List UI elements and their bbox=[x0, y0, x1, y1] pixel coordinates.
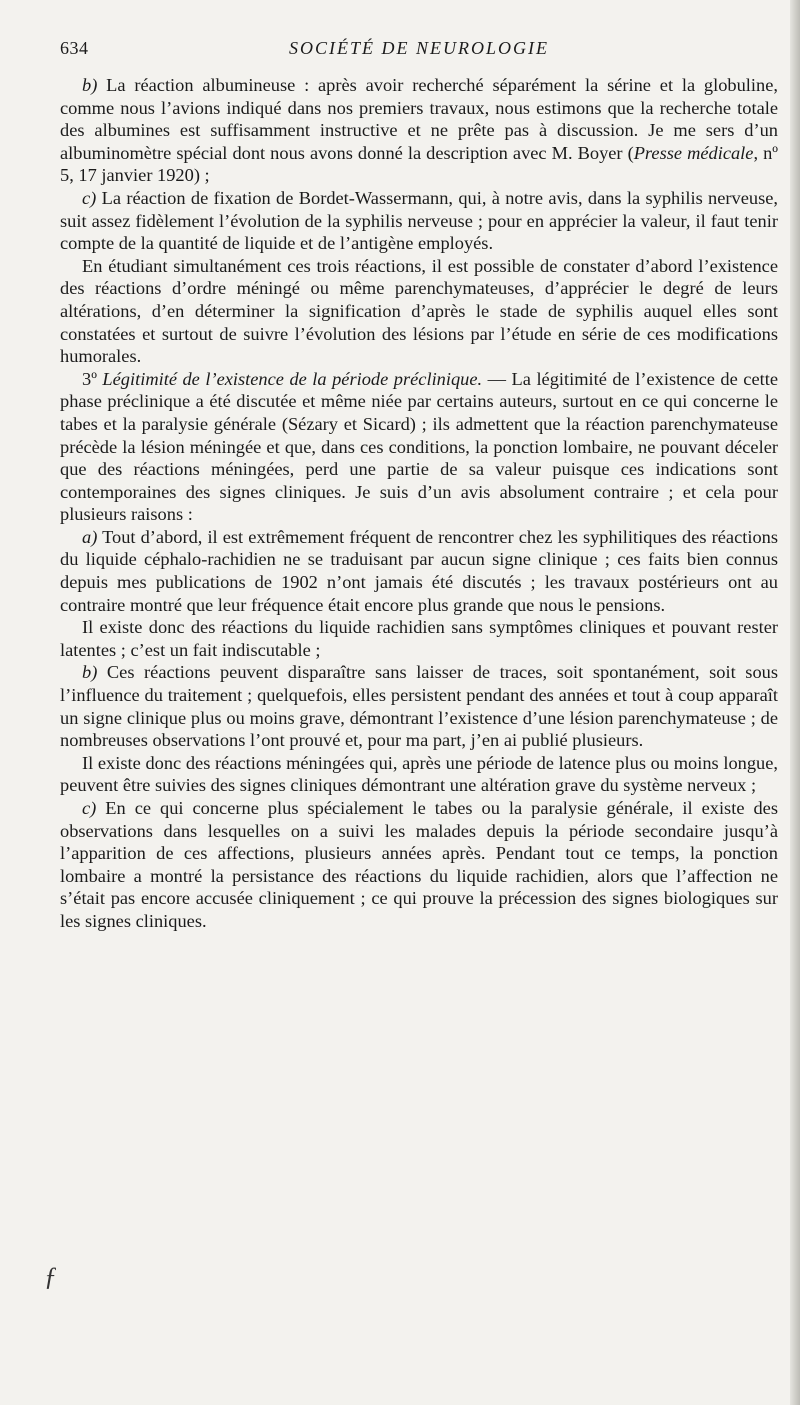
paragraph-c-tabes bbox=[60, 797, 778, 933]
item-letter: b) bbox=[82, 75, 98, 95]
paragraph-text: — La légitimité de l’existence de cette phase préclinique a été discutée et même niée par certains auteurs, surtout en ce qui concerne le tabes et la paralysie générale (Sézary et Sicard) ; ils admettent que la réaction parenchymateuse précède la lésion méningée et que, dans ces conditions, la ponction lombaire, ne pouvant déceler que des réactions méningées, perd une partie de sa valeur puisque ces indications sont contemporaines des signes cliniques. Je suis d’un avis absolument contraire ; et cela pour plusieurs raisons : bbox=[60, 368, 778, 525]
item-letter: c) bbox=[82, 187, 97, 208]
paragraph-conclusion-latent bbox=[60, 616, 778, 661]
item-letter: c) bbox=[82, 798, 97, 818]
paragraph-b-albumin bbox=[60, 74, 778, 187]
paragraph-text: En ce qui concerne plus spécialement le tabes ou la paralysie générale, il existe des observations dans lesquelles on a suivi les malades depuis la période secondaire jusqu’à l’apparition de ces affections, plusieurs années après. Pendant tout ce temps, la ponction lombaire a montré la persistance des réactions du liquide rachidien, alors que l’affection ne s’était pas encore accusée cliniquement ; ce qui prouve la précession des signes biologiques sur les signes cliniques. bbox=[60, 798, 778, 931]
section-number: 3º bbox=[82, 368, 97, 389]
running-title: SOCIÉTÉ DE NEUROLOGIE bbox=[289, 38, 549, 58]
document-page bbox=[60, 38, 778, 933]
body-text bbox=[60, 74, 778, 933]
page-edge bbox=[790, 0, 800, 1405]
paragraph-text: En étudiant simultanément ces trois réactions, il est possible de constater d’abord l’existence des réactions d’ordre méningé ou même parenchymateuses, d’apprécier le degré de leurs altérations, d’en déterminer la signification d’après le stade de syphilis auquel elles sont constatées et surtout de suivre l’évolution des lésions par l’étude en série de ces modifications humorales. bbox=[60, 255, 778, 367]
paragraph-conclusion-meningeal bbox=[60, 752, 778, 797]
section-heading: Légitimité de l’existence de la période préclinique. bbox=[102, 368, 483, 389]
paragraph-text: Il existe donc des réactions du liquide rachidien sans symptômes cliniques et pouvant rester latentes ; c’est un fait indiscutable ; bbox=[60, 617, 778, 660]
paragraph-three-reactions bbox=[60, 255, 778, 368]
paragraph-a-frequency bbox=[60, 526, 778, 616]
item-letter: b) bbox=[82, 662, 98, 683]
item-letter: a) bbox=[82, 526, 98, 547]
page-header bbox=[60, 38, 778, 64]
paragraph-text: Ces réactions peuvent disparaître sans laisser de traces, soit spontanément, soit sous l’influence du traitement ; quelquefois, elles persistent pendant des années et tout à coup apparaît un signe clinique plus ou moins grave, démontrant l’existence d’une lésion parenchymateuse ; de nombreuses observations l’ont prouvé et, pour ma part, j’en ai publié plusieurs. bbox=[60, 662, 778, 751]
citation-journal: Presse médicale bbox=[633, 142, 754, 163]
page-number: 634 bbox=[60, 38, 89, 58]
section-3-legitimacy bbox=[60, 368, 778, 526]
paragraph-c-wassermann bbox=[60, 187, 778, 255]
paragraph-text-tail: , nº 5, 17 janvier 1920) ; bbox=[60, 142, 778, 186]
paragraph-b-disappear bbox=[60, 661, 778, 751]
paragraph-text: Tout d’abord, il est extrêmement fréquent de rencontrer chez les syphilitiques des réactions du liquide céphalo-rachidien ne se traduisant par aucun signe clinique ; ces faits bien connus depuis mes publications de 1902 n’ont jamais été discutés ; les travaux postérieurs ont au contraire montré que leur fréquence était encore plus grande que nous le pensions. bbox=[60, 526, 778, 615]
paragraph-text: La réaction de fixation de Bordet-Wassermann, qui, à notre avis, dans la syphilis nerveuse, suit assez fidèlement l’évolution de la syphilis nerveuse ; pour en apprécier la valeur, il faut tenir compte de la quantité de liquide et de l’antigène employés. bbox=[60, 187, 778, 254]
handwritten-margin-mark: ƒ bbox=[44, 1262, 57, 1291]
paragraph-text: Il existe donc des réactions méningées qui, après une période de latence plus ou moins longue, peuvent être suivies des signes cliniques démontrant une altération grave du système nerveux ; bbox=[60, 752, 778, 796]
paragraph-text: La réaction albumineuse : après avoir recherché séparément la sérine et la globuline, comme nous l’avions indiqué dans nos premiers travaux, nous estimons que la recherche totale des albumines est suffisamment instructive et ne prête pas à discussion. Je me sers d’un albuminomètre spécial dont nous avons donné la description avec M. Boyer ( bbox=[60, 75, 778, 163]
